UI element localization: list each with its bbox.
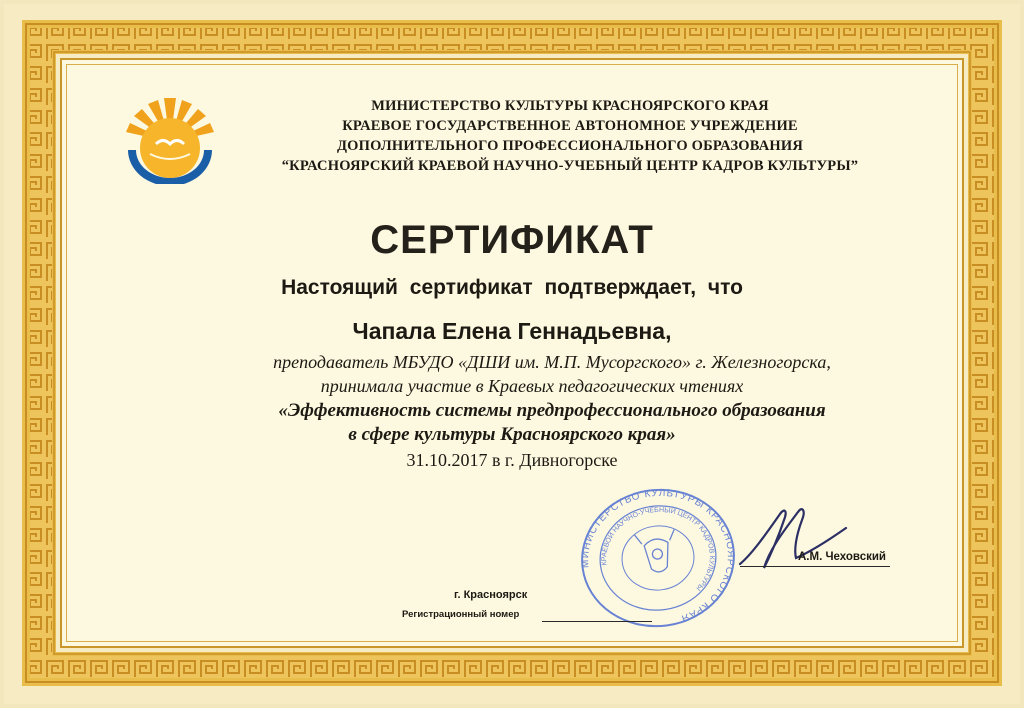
header-line-institution: КРАЕВОЕ ГОСУДАРСТВЕННОЕ АВТОНОМНОЕ УЧРЕЖДЕНИЕ (342, 118, 798, 134)
certificate-title: СЕРТИФИКАТ (370, 218, 654, 262)
event-topic-line1: «Эффективность системы предпрофессионального образования (278, 400, 826, 421)
confirmation-text: Настоящий сертификат подтверждает, что (281, 276, 743, 299)
issuer-header (250, 96, 890, 176)
header-line-ministry: МИНИСТЕРСТВО КУЛЬТУРЫ КРАСНОЯРСКОГО КРАЯ (371, 98, 769, 114)
stamp-inner-text: КРАЕВОЙ НАУЧНО-УЧЕБНЫЙ ЦЕНТР КАДРОВ КУЛЬТУРЫ (601, 506, 715, 592)
event-date-place: 31.10.2017 в г. Дивногорске (406, 450, 618, 470)
registration-label: Регистрационный номер (402, 609, 520, 620)
header-line-education: ДОПОЛНИТЕЛЬНОГО ПРОФЕССИОНАЛЬНОГО ОБРАЗОВАНИЯ (336, 138, 804, 154)
event-topic-line2: в сфере культуры Красноярского края» (348, 424, 676, 445)
header-line-center: “КРАСНОЯРСКИЙ КРАЕВОЙ НАУЧНО-УЧЕБНЫЙ ЦЕНТР КАДРОВ КУЛЬТУРЫ” (281, 158, 859, 174)
signature-line (740, 566, 890, 567)
issue-city: г. Красноярск (454, 589, 528, 601)
participation-text: принимала участие в Краевых педагогических чтениях (320, 376, 744, 396)
recipient-name: Чапала Елена Геннадьевна, (352, 318, 672, 344)
coat-of-arms-icon (635, 529, 680, 574)
stamp-outer-text: МИНИСТЕРСТВО КУЛЬТУРЫ КРАСНОЯРСКОГО КРАЯ (579, 487, 736, 624)
signer-name: А.М. Чеховский (798, 551, 887, 563)
registration-number-line (542, 621, 652, 622)
recipient-position: преподаватель МБУДО «ДШИ им. М.П. Мусоргского» г. Железногорска, (273, 352, 831, 372)
organization-logo (120, 92, 220, 184)
